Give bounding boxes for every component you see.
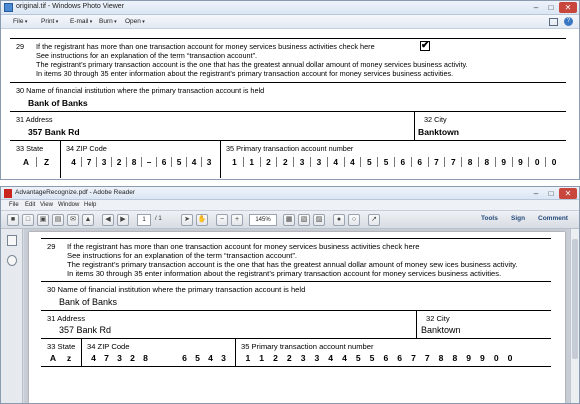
- pdf-state-char: A: [49, 353, 57, 363]
- reader-toolbar: [1, 211, 579, 229]
- pdf-account-char: 0: [507, 353, 513, 363]
- account-char: 5: [360, 157, 377, 167]
- page-thumbnails-icon[interactable]: [7, 235, 17, 246]
- q29-line2: See instructions for an explanation of the term “transaction account”.: [36, 51, 258, 60]
- adobe-reader-window: [0, 186, 580, 404]
- reader-sidebar: [1, 229, 23, 403]
- zip-char: 3: [201, 157, 216, 167]
- account-char: 8: [461, 157, 478, 167]
- hand-tool-icon[interactable]: ✋: [196, 214, 208, 226]
- email-icon[interactable]: ✉: [67, 214, 79, 226]
- pdf-account-char: 9: [480, 353, 485, 363]
- zoom-select[interactable]: 145%: [249, 214, 277, 226]
- open-icon[interactable]: ■: [7, 214, 19, 226]
- q32-value: Banktown: [418, 127, 460, 137]
- pdf-q35-label: 35 Primary transaction account number: [241, 342, 374, 351]
- account-char: 5: [377, 157, 394, 167]
- zoom-in-icon[interactable]: +: [231, 214, 243, 226]
- state-char: Z: [36, 157, 56, 167]
- pdf-account-char: 7: [424, 353, 430, 363]
- pdf-q32-value: Banktown: [421, 325, 461, 335]
- account-char: 7: [444, 157, 461, 167]
- create-pdf-icon[interactable]: □: [22, 214, 34, 226]
- pdf-q34-label: 34 ZIP Code: [87, 342, 130, 351]
- help-icon[interactable]: ?: [564, 17, 573, 26]
- previous-page-icon[interactable]: ◀: [102, 214, 114, 226]
- menu-print[interactable]: Print ▾: [41, 18, 58, 25]
- account-char: 2: [260, 157, 277, 167]
- account-char: 3: [310, 157, 327, 167]
- pdf-q29-line4: In items 30 through 35 enter information about the registrant’s primary transaction account for money services business activities.: [67, 269, 502, 278]
- reader-minimize-button[interactable]: –: [533, 189, 539, 198]
- page-number-input[interactable]: 1: [137, 214, 151, 226]
- menu-file[interactable]: File ▾: [13, 18, 27, 25]
- comment-icon[interactable]: ○: [348, 214, 360, 226]
- pdf-account-char: 4: [342, 353, 347, 363]
- q29-line4: In items 30 through 35 enter information about the registrant’s primary transaction account for money services business activities.: [36, 69, 454, 78]
- pdf-q33-label: 33 State: [47, 342, 76, 351]
- pdf-q31-value: 357 Bank Rd: [59, 325, 112, 335]
- reader-title: AdvantageRecognize.pdf - Adobe Reader: [15, 189, 135, 196]
- zip-char: 4: [71, 157, 76, 167]
- pdf-account-char: 7: [411, 353, 416, 363]
- account-char: 0: [528, 157, 545, 167]
- account-char: 3: [293, 157, 310, 167]
- pdf-account-char: 3: [300, 353, 306, 363]
- pdf-zip-char: 6: [182, 353, 187, 363]
- account-char: 6: [411, 157, 428, 167]
- attachments-icon[interactable]: [7, 255, 17, 266]
- read-mode-icon[interactable]: ▨: [313, 214, 325, 226]
- reader-menu-file[interactable]: File: [9, 202, 19, 208]
- zip-char: 7: [81, 157, 96, 167]
- pdf-page: [29, 232, 565, 403]
- pdf-q30-value: Bank of Banks: [59, 297, 118, 307]
- photo-viewer-window: [0, 0, 580, 180]
- q32-label: 32 City: [424, 115, 447, 124]
- pdf-q29-line2: See instructions for an explanation of the term “transaction account”.: [67, 251, 298, 260]
- maximize-button[interactable]: □: [548, 3, 554, 12]
- account-char: 8: [478, 157, 495, 167]
- account-char: 6: [394, 157, 411, 167]
- tools-link[interactable]: Tools: [481, 215, 498, 222]
- pdf-zip-chars: [87, 353, 230, 363]
- pdf-q29-line3: The registrant’s primary transaction account is the one that has the greatest annual dollar amount of money sew ices business activity.: [67, 260, 518, 269]
- close-button[interactable]: ✕: [559, 2, 577, 13]
- window-icon[interactable]: [549, 18, 558, 26]
- pdf-account-char: 3: [314, 353, 320, 363]
- zip-chars: [66, 157, 216, 167]
- q29-checkbox[interactable]: [420, 41, 430, 51]
- pdf-q29-number: 29: [47, 242, 56, 251]
- pdf-account-char: 4: [328, 353, 334, 363]
- photo-viewer-title: original.tif - Windows Photo Viewer: [16, 3, 125, 10]
- reader-menu-window[interactable]: Window: [58, 202, 80, 208]
- pdf-state-char: z: [66, 353, 72, 363]
- pdf-q32-label: 32 City: [426, 314, 450, 323]
- zip-char: 3: [96, 157, 111, 167]
- comment-link[interactable]: Comment: [538, 215, 568, 222]
- pdf-account-char: 6: [397, 353, 403, 363]
- pdf-account-char: 5: [355, 353, 361, 363]
- account-char: 1: [243, 157, 260, 167]
- q31-label: 31 Address: [16, 115, 53, 124]
- reader-vertical-scrollbar[interactable]: [570, 229, 579, 403]
- checkmark-icon: ✔: [421, 40, 430, 51]
- reader-close-button[interactable]: ✕: [559, 188, 577, 199]
- pdf-zip-char: 4: [91, 353, 96, 363]
- pdf-q30-label: 30 Name of financial institution where the primary transaction account is held: [47, 285, 306, 294]
- pdf-zip-char: 3: [221, 353, 226, 363]
- q30-value: Bank of Banks: [28, 98, 88, 108]
- q31-value: 357 Bank Rd: [28, 127, 80, 137]
- reader-titlebar[interactable]: [1, 187, 579, 200]
- pdf-q31-label: 31 Address: [47, 314, 85, 323]
- account-char: 9: [495, 157, 512, 167]
- pdf-account-char: 2: [273, 353, 278, 363]
- photo-viewer-app-icon: [4, 3, 13, 12]
- pdf-zip-char: 7: [104, 353, 109, 363]
- reader-maximize-button[interactable]: □: [548, 189, 554, 198]
- pdf-zip-char: 5: [195, 353, 200, 363]
- reader-menu-edit[interactable]: Edit: [25, 202, 36, 208]
- state-char: A: [23, 157, 29, 167]
- reader-menu-view[interactable]: View: [40, 202, 53, 208]
- pdf-account-char: 9: [466, 353, 472, 363]
- fit-page-icon[interactable]: ▦: [283, 214, 295, 226]
- photo-viewer-image: [2, 30, 578, 179]
- pdf-account-char: 8: [438, 353, 444, 363]
- reader-document-area[interactable]: [24, 229, 570, 403]
- pdf-account-char: 8: [452, 353, 458, 363]
- reader-menubar: [1, 200, 579, 211]
- zoom-out-icon[interactable]: −: [216, 214, 228, 226]
- pdf-account-char: 6: [383, 353, 389, 363]
- q34-label: 34 ZIP Code: [66, 144, 107, 153]
- account-char: 2: [276, 157, 293, 167]
- q33-label: 33 State: [16, 144, 44, 153]
- zip-char: –: [141, 157, 156, 167]
- account-char: 7: [428, 157, 445, 167]
- photo-viewer-titlebar[interactable]: [1, 1, 579, 15]
- pdf-account-char: 2: [286, 353, 292, 363]
- scanned-form: [10, 38, 566, 178]
- pdf-account-chars: [241, 353, 517, 363]
- sign-link[interactable]: Sign: [511, 215, 526, 222]
- reader-menu-help[interactable]: Help: [84, 202, 97, 208]
- pdf-account-char: 0: [493, 353, 499, 363]
- fit-width-icon[interactable]: ▧: [298, 214, 310, 226]
- next-page-icon[interactable]: ▶: [117, 214, 129, 226]
- share-icon[interactable]: ▲: [82, 214, 94, 226]
- q29-line1: If the registrant has more than one transaction account for money services business activities check here: [36, 42, 375, 51]
- expand-icon[interactable]: ↗: [368, 214, 380, 226]
- pdf-form: [41, 238, 551, 403]
- pdf-account-char: 1: [245, 353, 251, 363]
- q29-number: 29: [16, 42, 25, 51]
- pdf-account-char: 5: [369, 353, 375, 363]
- pdf-account-char: 1: [259, 353, 265, 363]
- state-chars: [16, 157, 56, 167]
- zip-char: 5: [171, 157, 186, 167]
- account-char: 4: [327, 157, 344, 167]
- zip-char: 6: [156, 157, 171, 167]
- scrollbar-thumb[interactable]: [572, 239, 578, 359]
- print-icon[interactable]: ▤: [52, 214, 64, 226]
- select-tool-icon[interactable]: ➤: [181, 214, 193, 226]
- zip-char: 4: [186, 157, 201, 167]
- pdf-zip-char: 2: [130, 353, 135, 363]
- account-chars: [226, 157, 562, 167]
- q35-label: 35 Primary transaction account number: [226, 144, 354, 153]
- pdf-q29-line1: If the registrant has more than one transaction account for money services business activities check here: [67, 242, 420, 251]
- account-char: 4: [344, 157, 361, 167]
- pdf-state-chars: [45, 353, 77, 363]
- account-char: 1: [232, 157, 237, 167]
- menu-open[interactable]: Open ▾: [125, 18, 145, 25]
- zip-char: 2: [111, 157, 126, 167]
- account-char: 0: [545, 157, 562, 167]
- page-total: / 1: [155, 216, 162, 222]
- menu-email[interactable]: E-mail ▾: [70, 18, 92, 25]
- sticky-note-icon[interactable]: ●: [333, 214, 345, 226]
- pdf-zip-char: 4: [208, 353, 213, 363]
- account-char: 9: [512, 157, 529, 167]
- reader-app-icon: [4, 189, 12, 198]
- menu-burn[interactable]: Burn ▾: [99, 18, 117, 25]
- q29-line3: The registrant’s primary transaction account is the one that has the greatest annual dollar amount of money services business activity.: [36, 60, 468, 69]
- zip-char: 8: [126, 157, 141, 167]
- pdf-zip-char: 8: [143, 353, 148, 363]
- q30-label: 30 Name of financial institution where the primary transaction account is held: [16, 86, 265, 95]
- pdf-zip-char: 3: [117, 353, 122, 363]
- photo-viewer-menubar: [1, 15, 579, 29]
- minimize-button[interactable]: –: [533, 3, 539, 12]
- save-icon[interactable]: ▣: [37, 214, 49, 226]
